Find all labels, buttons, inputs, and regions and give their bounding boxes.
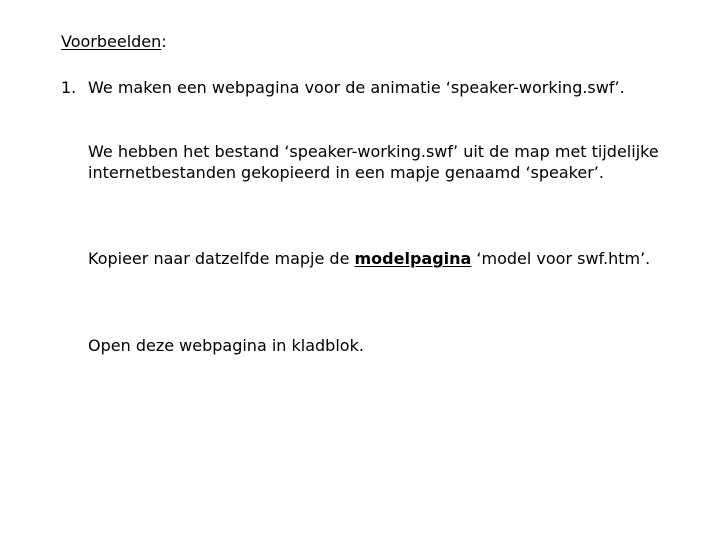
paragraph-copy-model: [88, 248, 688, 269]
list-item-1: [61, 78, 625, 98]
heading-text: Voorbeelden: [61, 32, 162, 51]
list-item-text: We maken een webpagina voor de animatie ‘speaker-working.swf’.: [88, 78, 625, 97]
paragraph-text-before: Kopieer naar datzelfde mapje de: [88, 249, 355, 268]
slide-heading: [61, 32, 167, 52]
paragraph-copied-file: We hebben het bestand ‘speaker-working.swf’ uit de map met tijdelijke internetbestanden gekopieerd in een mapje genaamd ‘speaker’.: [88, 142, 659, 182]
list-item-number: 1.: [61, 78, 77, 97]
paragraph-text-after: ‘model voor swf.htm’.: [471, 249, 651, 268]
paragraph-open-notepad: Open deze webpagina in kladblok.: [88, 336, 364, 355]
modelpagina-link[interactable]: modelpagina: [354, 249, 472, 268]
heading-colon: :: [161, 32, 167, 51]
